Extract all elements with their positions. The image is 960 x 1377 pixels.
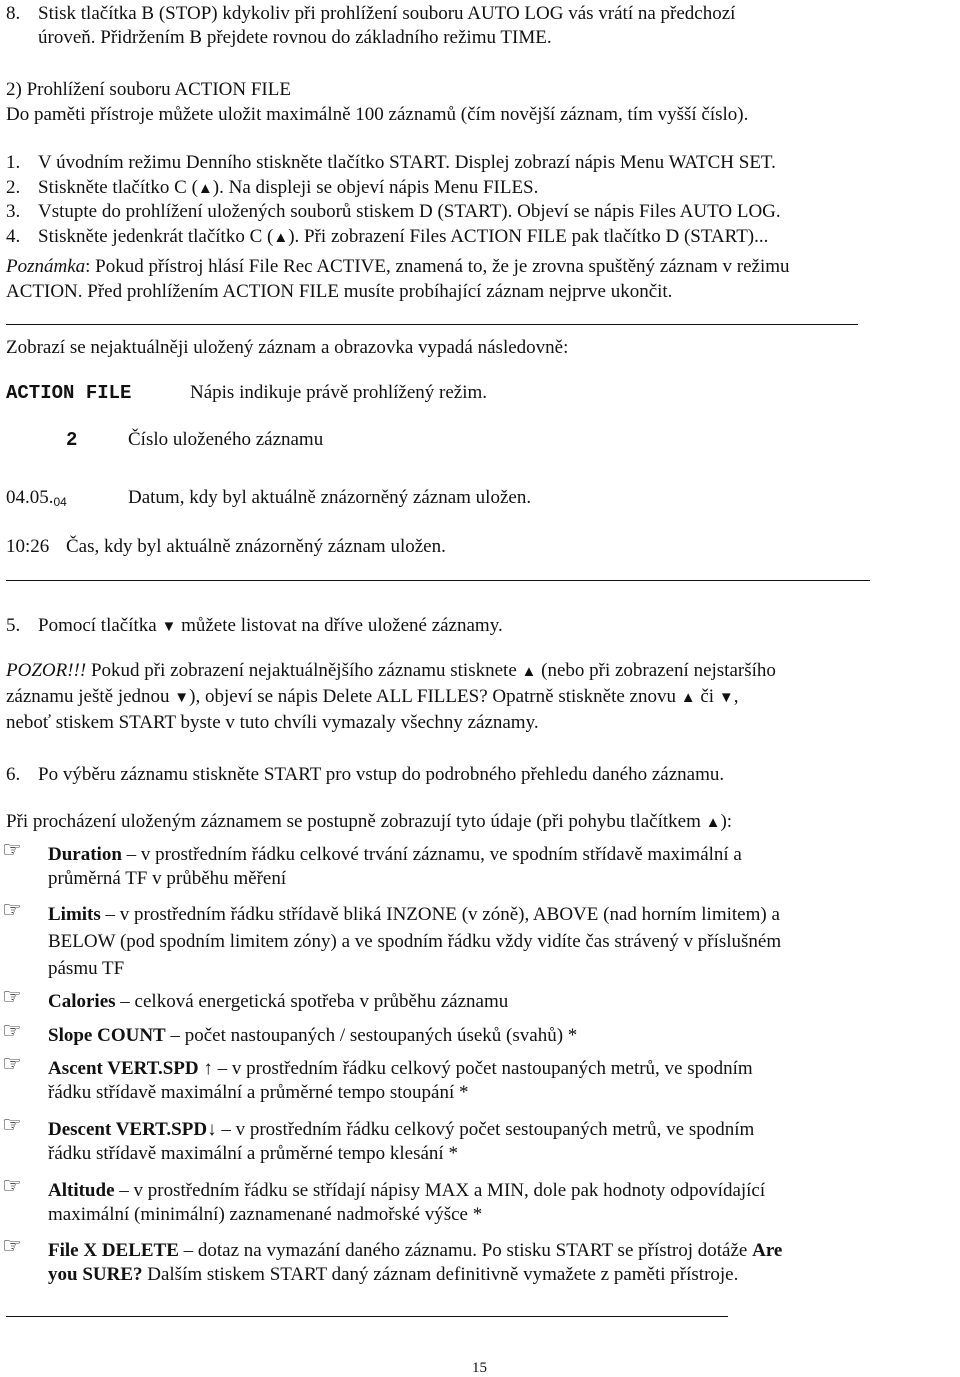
step-number: 1.	[6, 152, 21, 173]
step-number: 6.	[6, 764, 21, 785]
step-text: Stiskněte jedenkrát tlačítko C (▲ ). Při zobrazení Files ACTION FILE pak tlačítko D (START)...	[38, 225, 768, 250]
bullet-calories: Calories – celková energetická spotřeba v průběhu záznamu	[48, 991, 509, 1012]
page-number: 15	[472, 1360, 487, 1376]
arrow-up-icon: ↑	[203, 1058, 213, 1079]
step-text: V úvodním režimu Denního stiskněte tlačítko START. Displej zobrazí nápis Menu WATCH SET.	[38, 152, 776, 173]
step-number: 4.	[6, 226, 21, 247]
display-time-desc: Čas, kdy byl aktuálně znázorněný záznam uložen.	[66, 536, 446, 557]
triangle-down-icon	[719, 686, 734, 707]
bullet-altitude: Altitude – v prostředním řádku se střídají nápisy MAX a MIN, dole pak hodnoty odpovídající maximální (minimální) zaznamenané nadmořské výšce *	[48, 1180, 766, 1225]
warning-line2: záznamu ještě jednou ▼ ), objeví se nápis Delete ALL FILLES? Opatrně stiskněte znovu ▲ či ▼ ,	[6, 685, 738, 710]
divider	[6, 1316, 728, 1317]
step-number: 5.	[6, 615, 21, 636]
pointing-hand-icon: ☞	[2, 837, 22, 862]
pointing-hand-icon: ☞	[2, 1173, 22, 1198]
pointing-hand-icon: ☞	[2, 1018, 22, 1043]
display-number-value: 2	[66, 429, 78, 451]
display-time-value: 10:26	[6, 536, 50, 557]
pointing-hand-icon: ☞	[2, 984, 22, 1009]
triangle-up-icon	[522, 660, 537, 681]
step-text: Stiskněte tlačítko C (▲ ). Na displeji se objeví nápis Menu FILES.	[38, 176, 538, 201]
bullet-slope-count: Slope COUNT – počet nastoupaných / sestoupaných úseků (svahů) *	[48, 1025, 578, 1046]
bullet-duration: Duration – v prostředním řádku celkové trvání záznamu, ve spodním střídavě maximální a průměrná TF v průběhu měření	[48, 844, 742, 889]
browse-intro: Při procházení uloženým záznamem se postupně zobrazují tyto údaje (při pohybu tlačítkem ▲ ):	[6, 810, 732, 835]
bullet-ascent: Ascent VERT.SPD ↑ – v prostředním řádku celkový počet nastoupaných metrů, ve spodním řádku střídavě maximální a průměrné tempo stoupání *	[48, 1058, 753, 1103]
pointing-hand-icon: ☞	[2, 1233, 22, 1258]
display-number-desc: Číslo uloženého záznamu	[128, 429, 324, 450]
pointing-hand-icon: ☞	[2, 897, 22, 922]
triangle-down-icon	[174, 686, 189, 707]
triangle-up-icon	[198, 177, 213, 198]
bullet-descent: Descent VERT.SPD↓ – v prostředním řádku celkový počet sestoupaných metrů, ve spodním řádku střídavě maximální a průměrné tempo klesání *	[48, 1119, 755, 1164]
section-heading: 2) Prohlížení souboru ACTION FILE	[6, 79, 291, 100]
display-intro: Zobrazí se nejaktuálněji uložený záznam a obrazovka vypadá následovně:	[6, 337, 569, 358]
triangle-up-icon	[273, 226, 288, 247]
note-line2: ACTION. Před prohlížením ACTION FILE musíte probíhající záznam nejprve ukončit.	[6, 281, 673, 302]
pointing-hand-icon: ☞	[2, 1051, 22, 1076]
warning-line1: POZOR!!! Pokud při zobrazení nejaktuálnějšího záznamu stisknete ▲ (nebo při zobrazení nejstaršího	[6, 659, 776, 684]
warning-line3: neboť stiskem START byste v tuto chvíli vymazaly všechny záznamy.	[6, 712, 539, 733]
arrow-down-icon: ↓	[207, 1119, 217, 1140]
divider	[6, 580, 870, 581]
note-line1: Poznámka: Pokud přístroj hlásí File Rec ACTIVE, znamená to, že je zrovna spuštěný záznam v režimu	[6, 256, 790, 277]
bullet-limits: Limits – v prostředním řádku střídavě bliká INZONE (v zóně), ABOVE (nad horním limitem) a BELOW (pod spodním limitem zóny) a ve spodním řádku vždy vidíte čas strávený v příslušném pásmu TF	[48, 904, 782, 979]
step-number: 3.	[6, 201, 21, 222]
display-mode-value: ACTION FILE	[6, 382, 132, 404]
display-date-desc: Datum, kdy byl aktuálně znázorněný záznam uložen.	[128, 487, 532, 508]
item-number: 8.	[6, 3, 21, 24]
triangle-up-icon	[706, 811, 721, 832]
triangle-up-icon	[681, 686, 696, 707]
display-mode-desc: Nápis indikuje právě prohlížený režim.	[190, 382, 488, 403]
item8-line2: úroveň. Přidržením B přejdete rovnou do základního režimu TIME.	[38, 27, 552, 48]
note-label: Poznámka	[6, 256, 86, 277]
step-text: Po výběru záznamu stiskněte START pro vstup do podrobného přehledu daného záznamu.	[38, 764, 725, 785]
display-date-value: $04.05._{04}$	[6, 487, 67, 509]
bullet-file-delete: File X DELETE – dotaz na vymazání daného záznamu. Po stisku START se přístroj dotáže Are you SURE? Dalším stiskem START daný záznam definitivně vymažete z paměti přístroje.	[48, 1240, 783, 1285]
pointing-hand-icon: ☞	[2, 1112, 22, 1137]
section-intro: Do paměti přístroje můžete uložit maximálně 100 záznamů (čím novější záznam, tím vyšší číslo).	[6, 104, 749, 125]
item8-line1: Stisk tlačítka B (STOP) kdykoliv při prohlížení souboru AUTO LOG vás vrátí na předchozí	[38, 3, 736, 24]
warning-label: POZOR	[6, 660, 68, 681]
divider	[6, 324, 858, 325]
step-number: 2.	[6, 177, 21, 198]
step-text: Vstupte do prohlížení uložených souborů stiskem D (START). Objeví se nápis Files AUTO LOG.	[38, 201, 781, 222]
triangle-down-icon	[161, 615, 176, 636]
step-text: Pomocí tlačítka ▼ můžete listovat na dříve uložené záznamy.	[38, 614, 503, 639]
